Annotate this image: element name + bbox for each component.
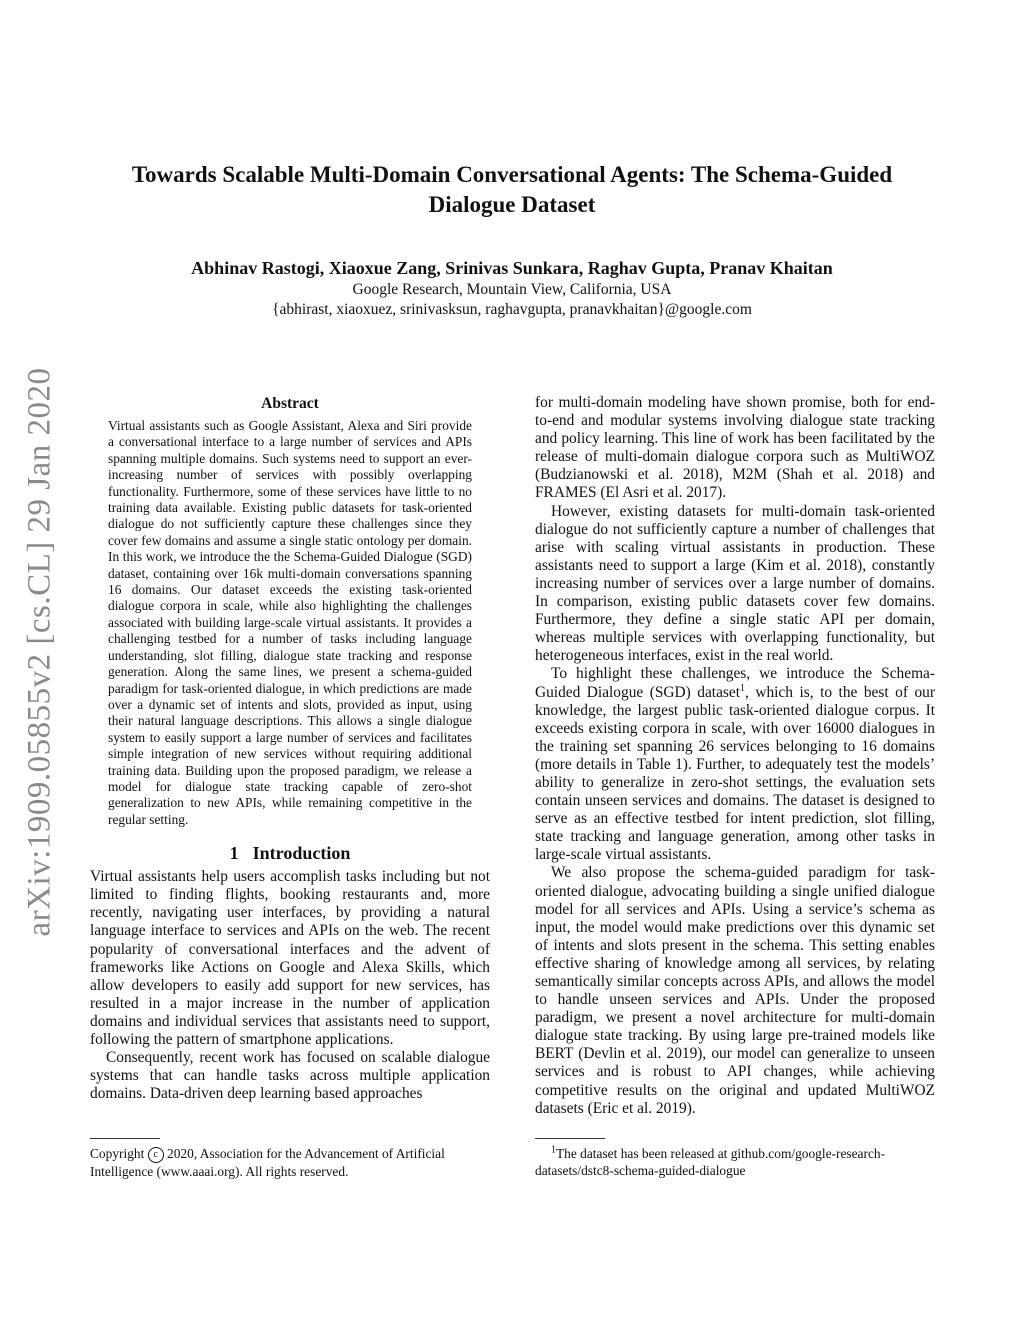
copyright-notice (90, 1138, 490, 1180)
section-number: 1 (229, 843, 239, 864)
abstract-heading: Abstract (261, 395, 319, 412)
right-column (535, 394, 935, 1118)
copyright-body: 2020, Association for the Advancement of Artificial Intelligence (www.aaai.org). All rights reserved. (90, 1146, 445, 1179)
footnote-text (535, 1145, 935, 1179)
paragraph-text: To highlight these challenges, we introduce the Schema-Guided Dialogue (SGD) dataset (535, 665, 935, 701)
paragraph: We also propose the schema-guided paradigm for task-oriented dialogue, advocating building a single unified dialogue model for all services and APIs. Using a service’s schema as input, the model would make predictions over this dynamic set of intents and slots present in the schema. This setting enables effective sharing of knowledge among all services, by relating semantically similar concepts across APIs, and allows the model to handle unseen services and APIs. Under the proposed paradigm, we present a novel architecture for multi-domain dialogue state tracking. By using large pre-trained models like BERT (Devlin et al. 2019), our model can generalize to unseen services and is robust to API changes, while achieving competitive results on the original and updated MultiWOZ datasets (Eric et al. 2019). (535, 864, 935, 1117)
affiliation: Google Research, Mountain View, California, USA (352, 281, 672, 298)
paper-title: Towards Scalable Multi-Domain Conversational Agents: The Schema-Guided Dialogue Dataset (131, 162, 893, 217)
paragraph (535, 665, 935, 864)
author-block (90, 256, 934, 320)
section-title: Introduction (252, 843, 351, 864)
footnote-rule (535, 1138, 605, 1139)
footnote (535, 1138, 935, 1179)
footnote-number: 1 (551, 1144, 556, 1156)
abstract-text: Virtual assistants such as Google Assistant, Alexa and Siri provide a conversational interface to a large number of services and APIs spanning multiple domains. Such systems need to support an ever-increasing number of services with possibly overlapping functionality. Furthermore, some of these services have little to no training data available. Existing public datasets for task-oriented dialogue do not sufficiently capture these challenges since they cover few domains and assume a single static ontology per domain. In this work, we introduce the the Schema-Guided Dialogue (SGD) dataset, containing over 16k multi-domain conversations spanning 16 domains. Our dataset exceeds the existing task-oriented dialogue corpora in scale, while also highlighting the challenges associated with building large-scale virtual assistants. It provides a challenging testbed for a number of tasks including language understanding, slot filling, dialogue state tracking and response generation. Along the same lines, we present a schema-guided paradigm for task-oriented dialogue, in which predictions are made over a dynamic set of intents and slots, provided as input, using their natural language descriptions. This allows a single dialogue system to easily support a large number of services and facilitates simple integration of new services without requiring additional training data. Building upon the proposed paradigm, we release a model for dialogue state tracking capable of zero-shot generalization to new APIs, while remaining competitive in the regular setting. (108, 418, 472, 827)
paragraph: for multi-domain modeling have shown promise, both for end-to-end and modular systems involving dialogue state tracking and policy learning. This line of work has been facilitated by the release of multi-domain dialogue corpora such as MultiWOZ (Budzianowski et al. 2018), M2M (Shah et al. 2018) and FRAMES (El Asri et al. 2017). (535, 394, 935, 502)
copyright-text (90, 1145, 490, 1180)
left-column (90, 394, 490, 1103)
arxiv-stamp (10, 357, 70, 947)
abstract (108, 394, 472, 828)
footnote-marker: 1 (740, 682, 745, 694)
copyright-icon: c (148, 1147, 164, 1163)
footnote-rule (90, 1138, 160, 1139)
paragraph: However, existing datasets for multi-domain task-oriented dialogue do not sufficiently capture a number of challenges that arise with scaling virtual assistants in production. These assistants need to support a large (Kim et al. 2018), constantly increasing number of services over a large number of domains. In comparison, existing public datasets cover few domains. Furthermore, they define a single static API per domain, whereas multiple services with overlapping functionality, but heterogeneous interfaces, exist in the real world. (535, 502, 935, 665)
footnote-body: The dataset has been released at github.com/google-research-datasets/dstc8-schema-guided-dialogue (535, 1146, 886, 1178)
paragraph-text: , which is, to the best of our knowledge, the largest public task-oriented dialogue corpus. It exceeds existing corpora in scale, with over 16000 dialogues in the training set spanning 26 services belonging to 16 domains (more details in Table 1). Further, to adequately test the models’ ability to generalize in zero-shot settings, the evaluation sets contain unseen services and domains. The dataset is designed to serve as an effective testbed for intent prediction, slot filling, state tracking and language generation, among other tasks in large-scale virtual assistants. (535, 683, 935, 864)
copyright-label: Copyright (90, 1146, 145, 1161)
author-names: Abhinav Rastogi, Xiaoxue Zang, Srinivas Sunkara, Raghav Gupta, Pranav Khaitan (191, 258, 833, 278)
author-emails: {abhirast, xiaoxuez, srinivasksun, raghavgupta, pranavkhaitan}@google.com (272, 301, 752, 318)
paragraph: Consequently, recent work has focused on scalable dialogue systems that can handle tasks across multiple application domains. Data-driven deep learning based approaches (90, 1049, 490, 1103)
paragraph: Virtual assistants help users accomplish tasks including but not limited to finding flights, booking restaurants and, more recently, navigating user interfaces, by providing a natural language interface to services and APIs on the web. The recent popularity of conversational interfaces and the advent of frameworks like Actions on Google and Alexa Skills, which allow developers to easily add support for new services, has resulted in a major increase in the number of application domains and individual services that assistants need to support, following the pattern of smartphone applications. (90, 868, 490, 1048)
arxiv-id: arXiv:1909.05855v2 [cs.CL] 29 Jan 2020 (21, 367, 58, 937)
section-heading-introduction (90, 842, 490, 864)
